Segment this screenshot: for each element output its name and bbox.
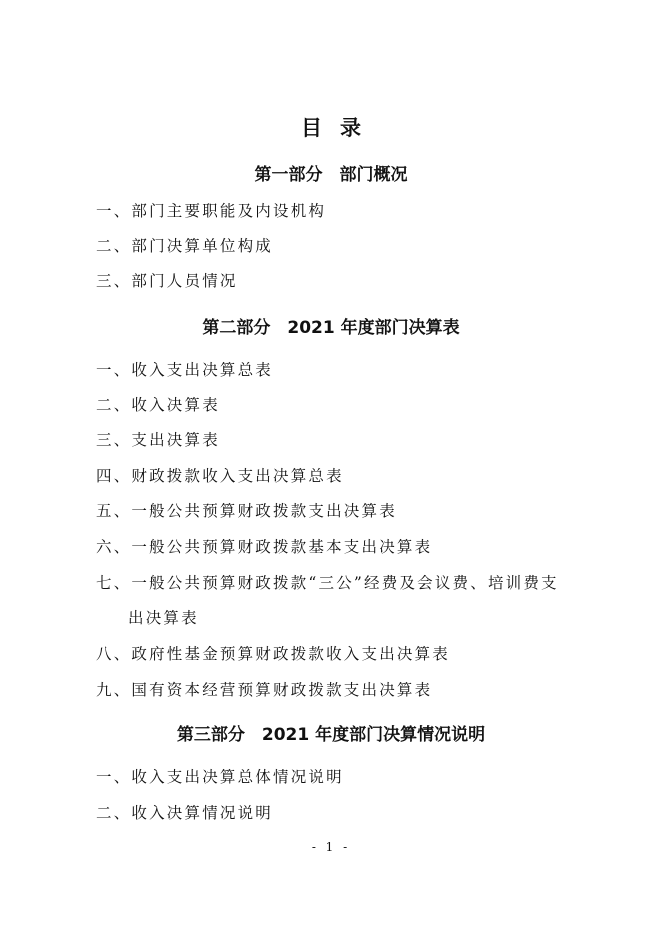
toc-item: 九、国有资本经营预算财政拨款支出决算表 <box>96 681 433 699</box>
toc-item: 五、一般公共预算财政拨款支出决算表 <box>96 502 397 520</box>
part-1-heading: 第一部分 部门概况 <box>254 165 408 185</box>
toc-item: 二、部门决算单位构成 <box>96 237 274 255</box>
toc-item: 四、财政拨款收入支出决算总表 <box>96 467 344 485</box>
toc-item: 一、收入支出决算总体情况说明 <box>96 768 344 786</box>
part-2-heading: 第二部分 2021 年度部门决算表 <box>202 318 460 338</box>
toc-item-continuation: 出决算表 <box>128 609 199 627</box>
part-3-heading: 第三部分 2021 年度部门决算情况说明 <box>176 725 486 745</box>
toc-title: 目录 <box>301 116 379 140</box>
toc-item: 三、支出决算表 <box>96 431 220 449</box>
toc-item: 一、收入支出决算总表 <box>96 361 274 379</box>
toc-item: 一、部门主要职能及内设机构 <box>96 202 327 220</box>
toc-item: 二、收入决算情况说明 <box>96 804 274 822</box>
toc-item: 七、一般公共预算财政拨款“三公”经费及会议费、培训费支 <box>96 574 559 592</box>
toc-item: 六、一般公共预算财政拨款基本支出决算表 <box>96 538 433 556</box>
toc-item: 八、政府性基金预算财政拨款收入支出决算表 <box>96 645 451 663</box>
toc-item: 二、收入决算表 <box>96 396 220 414</box>
toc-item: 三、部门人员情况 <box>96 272 238 290</box>
page-number: - 1 - <box>311 840 351 854</box>
